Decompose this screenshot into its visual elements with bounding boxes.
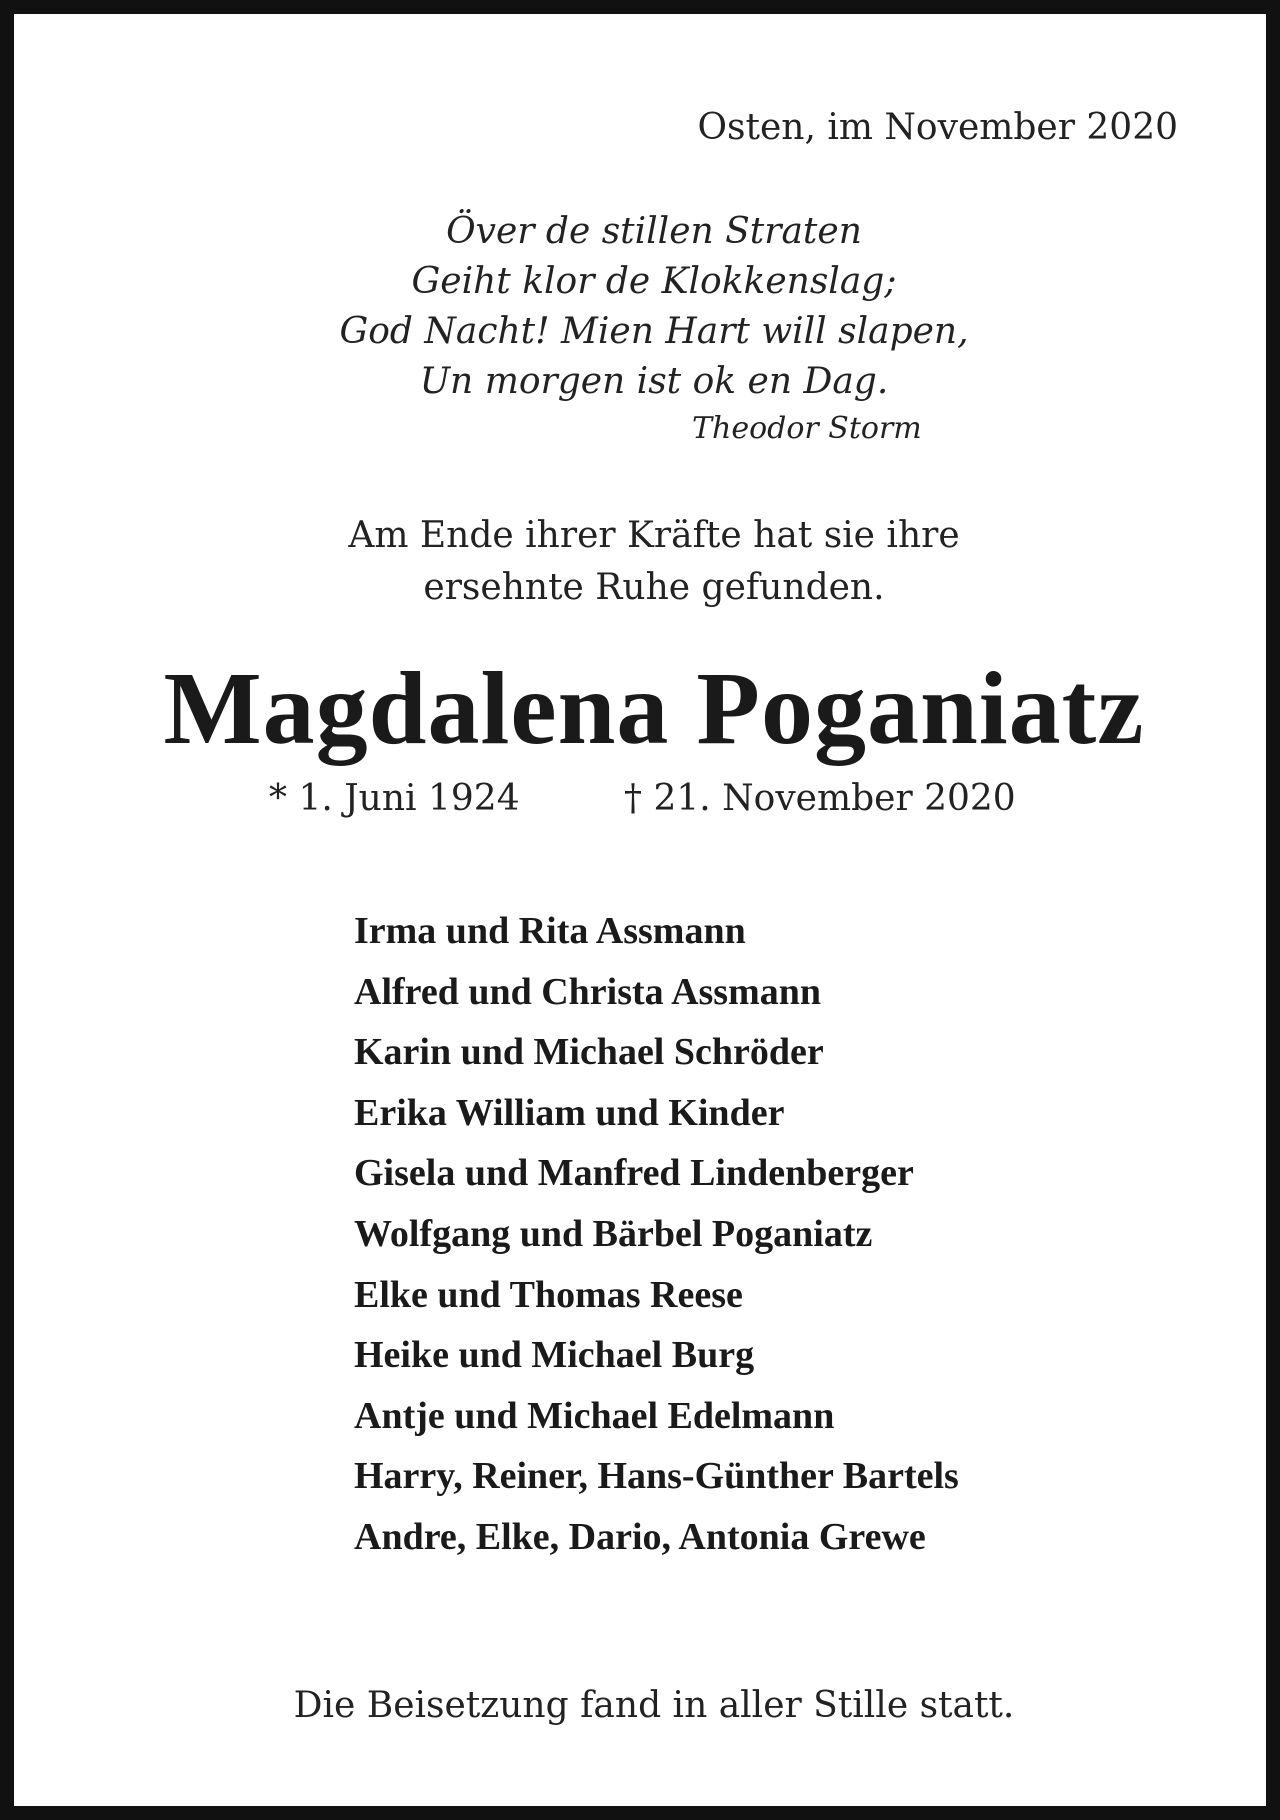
mourner-entry: Harry, Reiner, Hans-Günther Bartels	[354, 1455, 959, 1498]
mourner-entry: Irma und Rita Assmann	[354, 910, 746, 952]
funeral-note: Die Beisetzung fand in aller Stille statt.	[293, 1685, 1015, 1726]
mourner-entry: Elke und Thomas Reese	[354, 1273, 743, 1316]
place-date: Osten, im November 2020	[697, 107, 1178, 148]
mourners-list	[354, 901, 959, 1568]
poem-line: Un morgen ist ok en Dag.	[419, 361, 889, 402]
mourner-entry: Alfred und Christa Assmann	[354, 970, 822, 1013]
mourner-entry: Erika William und Kinder	[354, 1091, 785, 1134]
mourner-entry: Heike und Michael Burg	[354, 1334, 755, 1377]
birth-date: * 1. Juni 1924	[269, 778, 520, 819]
poem-author: Theodor Storm	[692, 411, 922, 446]
poem-line: Geiht klor de Klokkenslag;	[411, 261, 897, 302]
mourner-entry: Antje und Michael Edelmann	[354, 1394, 835, 1437]
intro-line: ersehnte Ruhe gefunden.	[423, 567, 885, 608]
mourner-entry: Wolfgang und Bärbel Poganiatz	[354, 1212, 873, 1255]
mourner-entry: Gisela und Manfred Lindenberger	[354, 1152, 914, 1195]
mourner-entry: Karin und Michael Schröder	[354, 1031, 824, 1074]
poem-line: Över de stillen Straten	[446, 211, 862, 252]
mourner-entry: Andre, Elke, Dario, Antonia Grewe	[354, 1515, 926, 1558]
death-date: † 21. November 2020	[624, 778, 1016, 819]
poem	[14, 207, 1280, 407]
intro-line: Am Ende ihrer Kräfte hat sie ihre	[348, 515, 960, 556]
deceased-name: Magdalena Poganiatz	[163, 651, 1145, 766]
intro-text	[14, 510, 1280, 614]
poem-line: God Nacht! Mien Hart will slapen,	[339, 311, 969, 352]
